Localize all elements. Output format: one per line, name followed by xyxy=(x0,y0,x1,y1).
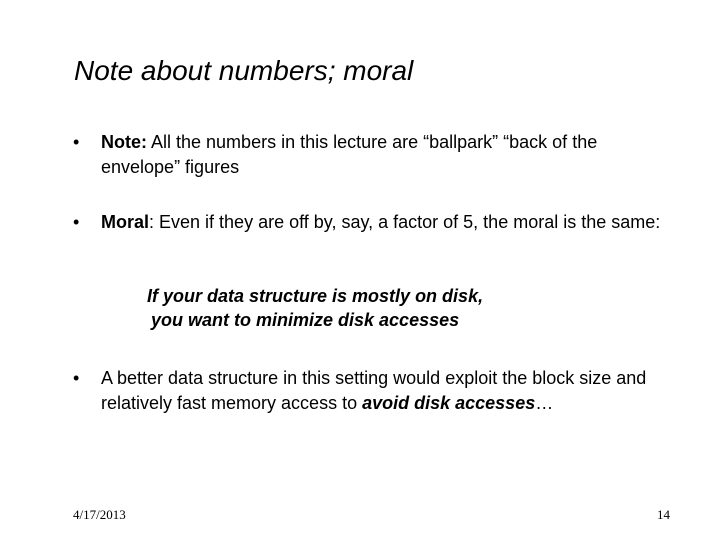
bullet-text xyxy=(101,130,673,180)
bullet-note xyxy=(73,130,673,182)
bullet-text xyxy=(101,210,673,235)
bullet-lead: Note: xyxy=(101,132,147,152)
bullet-lead: Moral xyxy=(101,212,150,232)
bullet-better-structure xyxy=(73,366,673,418)
slide-title: Note about numbers; moral xyxy=(74,55,414,86)
moral-line-2: you want to minimize disk accesses xyxy=(151,310,460,330)
bullet-body: All the numbers in this lecture are “ballpark” “back of the envelope” figures xyxy=(101,132,598,177)
bullet-marker: • xyxy=(73,368,80,388)
moral-line-1: If your data structure is mostly on disk, xyxy=(147,286,484,306)
bullet-marker: • xyxy=(73,132,80,152)
footer-date: 4/17/2013 xyxy=(73,507,126,522)
bullet-text xyxy=(101,366,673,416)
page-number: 14 xyxy=(657,507,670,522)
bullet-emphasis: avoid disk accesses xyxy=(362,393,536,413)
bullet-tail: … xyxy=(535,393,554,413)
bullet-moral xyxy=(73,210,673,262)
bullet-marker: • xyxy=(73,212,80,232)
bullet-body: A better data structure in this setting would exploit the block size and relatively fast memory access to xyxy=(101,368,647,413)
bullet-body: : Even if they are off by, say, a factor of 5, the moral is the same: xyxy=(149,212,661,232)
